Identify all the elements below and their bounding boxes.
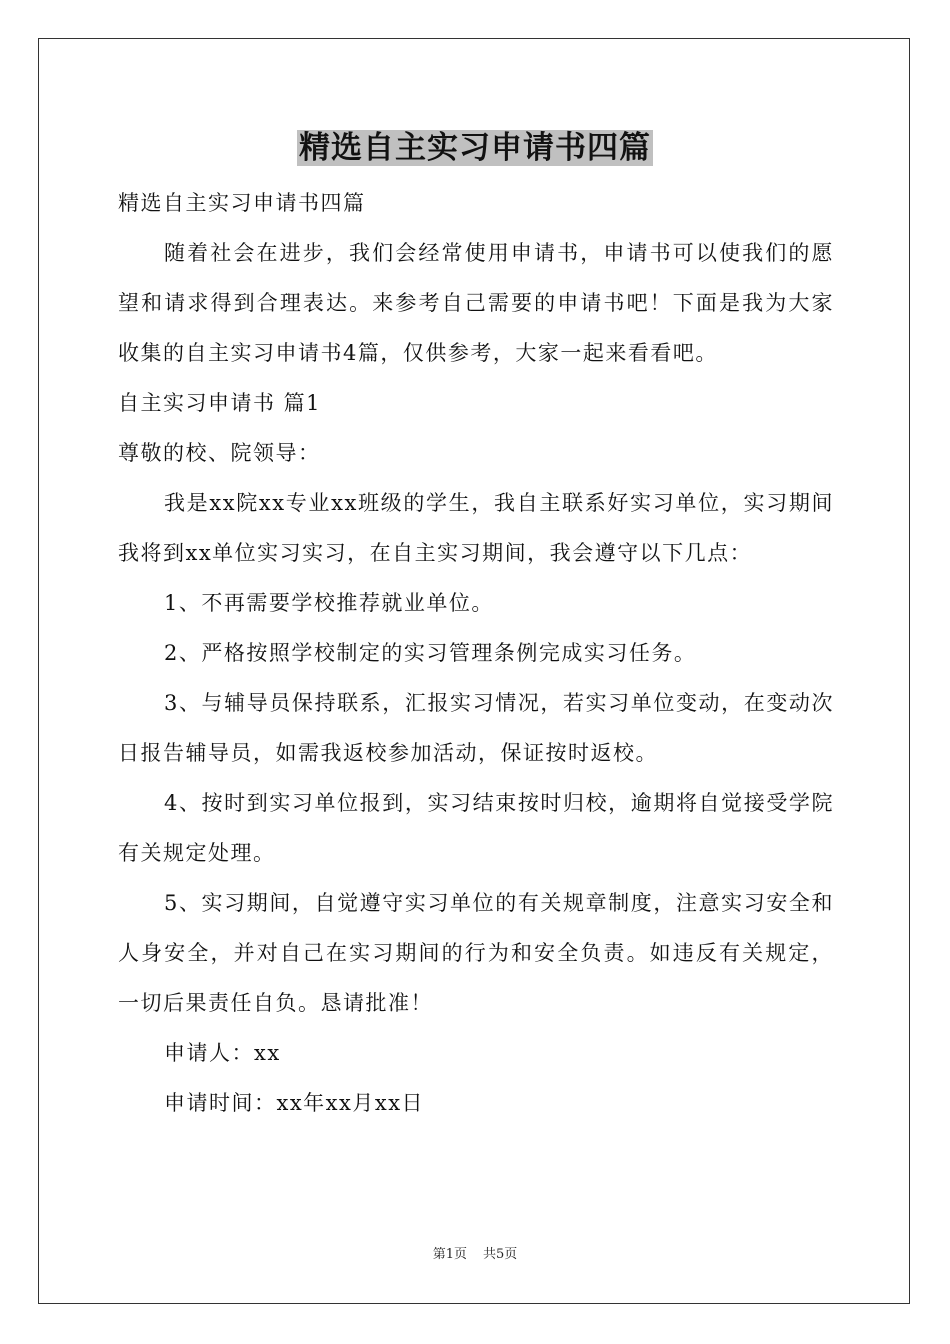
page-footer (0, 1246, 950, 1264)
salutation: 尊敬的校、院领导： (118, 441, 321, 465)
document-body (118, 178, 834, 1128)
page-total: 共5页 (483, 1247, 518, 1262)
document-title (0, 128, 950, 168)
application-date-line: 申请时间：xx年xx月xx日 (164, 1091, 425, 1115)
list-item-1: 1、不再需要学校推荐就业单位。 (164, 591, 494, 615)
doc-subtitle: 精选自主实习申请书四篇 (118, 191, 366, 215)
intro-paragraph: 随着社会在进步，我们会经常使用申请书，申请书可以使我们的愿望和请求得到合理表达。来参考自己需要的申请书吧！下面是我为大家收集的自主实习申请书4篇，仅供参考，大家一起来看看吧。 (118, 241, 834, 365)
applicant-line: 申请人：xx (164, 1041, 281, 1065)
list-item-5: 5、实习期间，自觉遵守实习单位的有关规章制度，注意实习安全和人身安全，并对自己在实习期间的行为和安全负责。如违反有关规定，一切后果责任自负。恳请批准！ (118, 891, 834, 1015)
list-item-3: 3、与辅导员保持联系，汇报实习情况，若实习单位变动，在变动次日报告辅导员，如需我返校参加活动，保证按时返校。 (118, 691, 834, 765)
document-title-text: 精选自主实习申请书四篇 (299, 130, 651, 166)
page-number: 第1页 (432, 1247, 467, 1262)
statement-paragraph: 我是xx院xx专业xx班级的学生，我自主联系好实习单位，实习期间我将到xx单位实习实习，在自主实习期间，我会遵守以下几点： (118, 491, 834, 565)
list-item-2: 2、严格按照学校制定的实习管理条例完成实习任务。 (164, 641, 697, 665)
section-heading: 自主实习申请书 篇1 (118, 391, 322, 415)
list-item-4: 4、按时到实习单位报到，实习结束按时归校，逾期将自觉接受学院有关规定处理。 (118, 791, 834, 865)
